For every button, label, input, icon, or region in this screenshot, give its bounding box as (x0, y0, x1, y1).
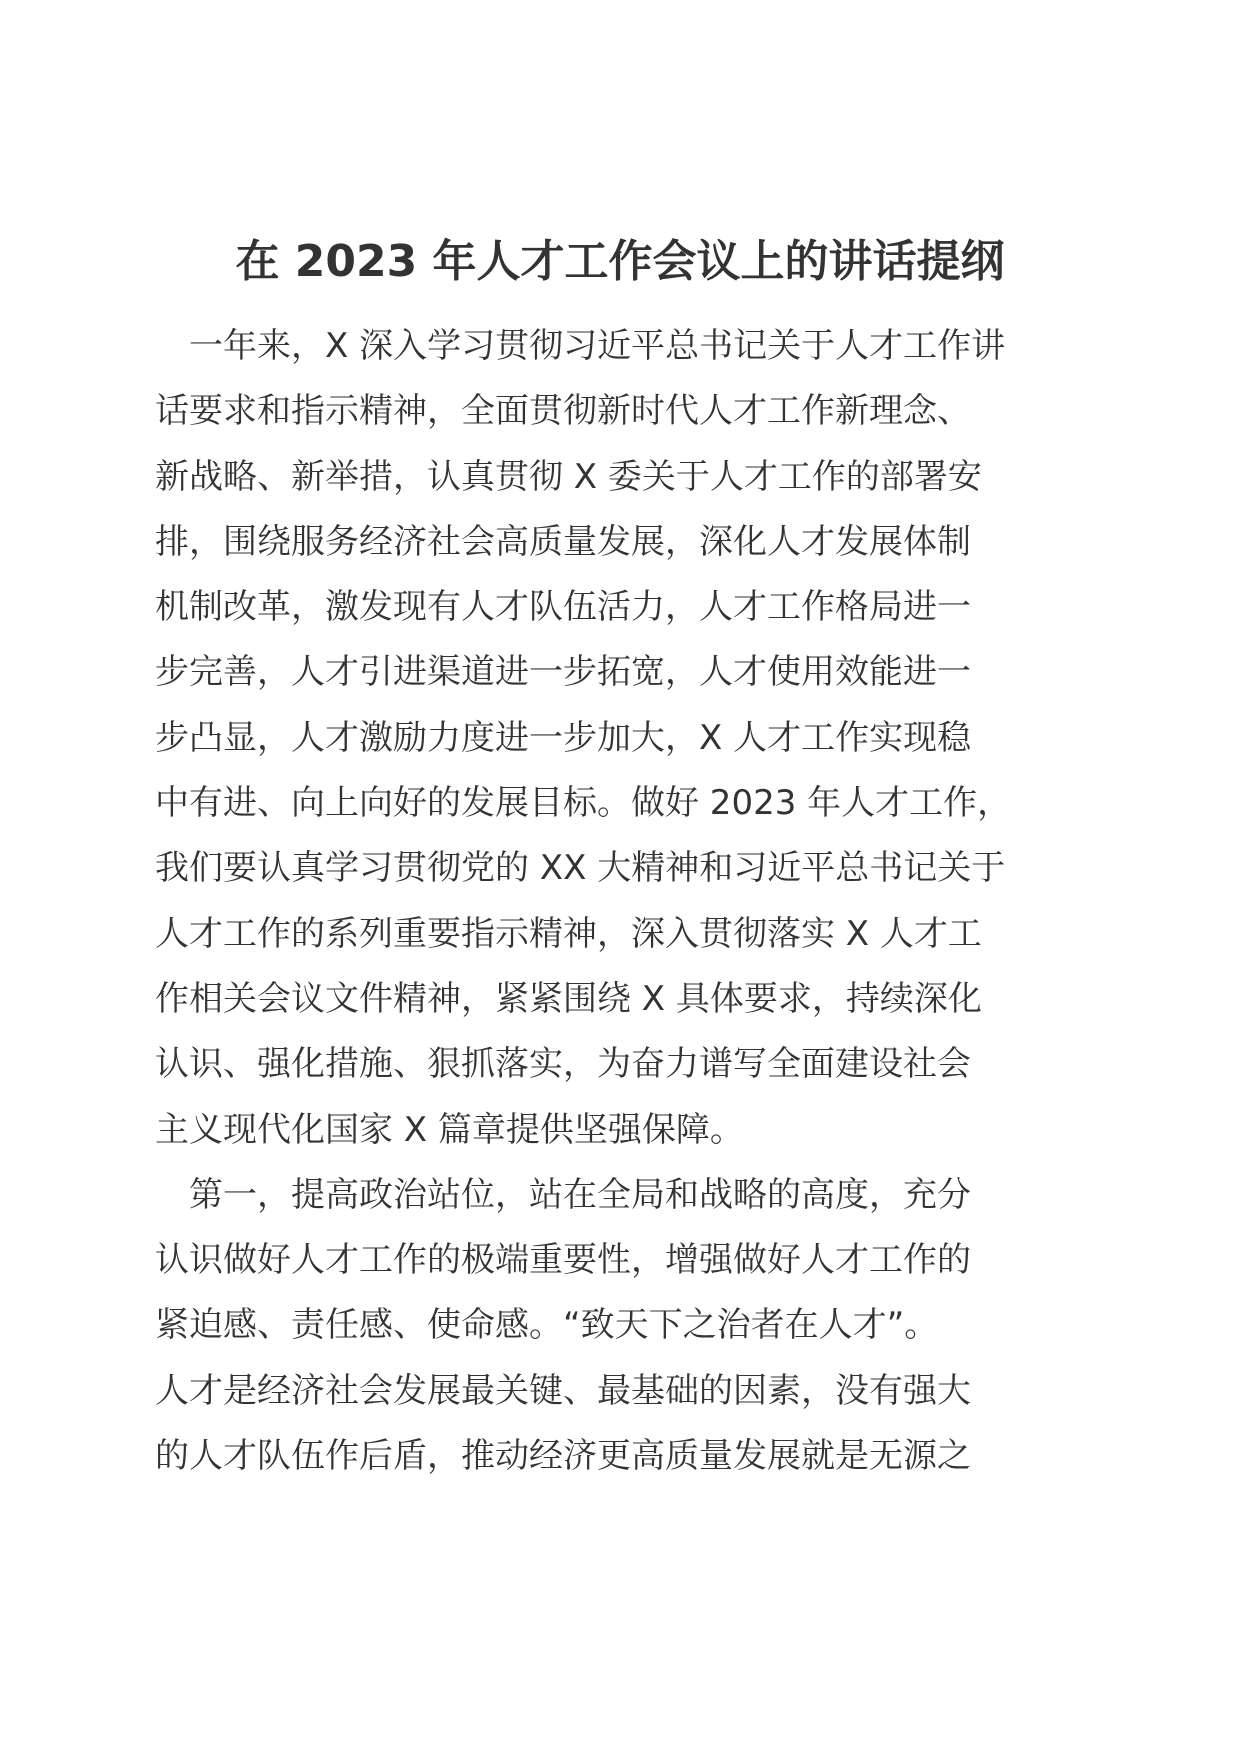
body-text-line: 新战略、新举措，认真贯彻 X 委关于人才工作的部署安 (155, 456, 982, 497)
body-text-line: 人才是经济社会发展最关键、最基础的因素，没有强大 (155, 1370, 971, 1411)
body-text-line: 我们要认真学习贯彻党的 XX 大精神和习近平总书记关于 (155, 848, 1006, 889)
body-text-line: 步完善，人才引进渠道进一步拓宽，人才使用效能进一 (155, 652, 971, 693)
body-text-line: 排，围绕服务经济社会高质量发展，深化人才发展体制 (155, 521, 971, 562)
body-text-line: 第一，提高政治站位，站在全局和战略的高度，充分 (189, 1174, 971, 1215)
body-text-line: 主义现代化国家 X 篇章提供坚强保障。 (155, 1109, 744, 1150)
body-text-line: 话要求和指示精神，全面贯彻新时代人才工作新理念、 (155, 391, 971, 432)
body-text-line: 认识做好人才工作的极端重要性，增强做好人才工作的 (155, 1240, 971, 1281)
body-text-line: 作相关会议文件精神，紧紧围绕 X 具体要求，持续深化 (155, 978, 982, 1019)
body-text-line: 中有进、向上向好的发展目标。做好 2023 年人才工作， (155, 783, 1012, 824)
document-body (155, 314, 1095, 1489)
body-text-line: 一年来，X 深入学习贯彻习近平总书记关于人才工作讲 (189, 326, 1006, 366)
body-text-line: 机制改革，激发现有人才队伍活力，人才工作格局进一 (155, 587, 971, 628)
body-text-line: 的人才队伍作后盾，推动经济更高质量发展就是无源之 (155, 1436, 971, 1477)
body-text-line: 人才工作的系列重要指示精神，深入贯彻落实 X 人才工 (155, 913, 982, 954)
document-title: 在 2023 年人才工作会议上的讲话提纲 (235, 236, 1005, 287)
body-text-line: 认识、强化措施、狠抓落实，为奋力谱写全面建设社会 (155, 1044, 971, 1085)
body-text-line: 步凸显，人才激励力度进一步加大，X 人才工作实现稳 (155, 717, 972, 758)
body-text-line: 紧迫感、责任感、使命感。“致天下之治者在人才”。 (155, 1305, 939, 1346)
